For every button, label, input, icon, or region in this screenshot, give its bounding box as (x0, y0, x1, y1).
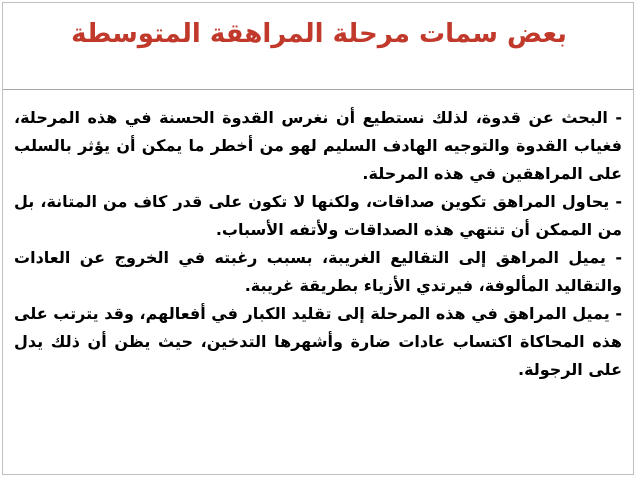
slide-body (14, 104, 622, 384)
paragraph-imitating-adults: - يميل المراهق في هذه المرحلة إلى تقليد الكبار في أفعالهم، وقد يترتب على هذه المحاكاة اكتساب عادات ضارة وأشهرها التدخين، حيث يظن أن ذلك يدل على الرجولة. (14, 304, 622, 379)
paragraph-friendships: - يحاول المراهق تكوين صداقات، ولكنها لا تكون على قدر كاف من المتانة، بل من الممكن أن تنتهي هذه الصداقات ولأتفه الأسباب. (14, 192, 622, 239)
slide-title: بعض سمات مرحلة المراهقة المتوسطة (71, 19, 567, 49)
paragraph-strange-trends: - يميل المراهق إلى التقاليع الغريبة، بسبب رغبته في الخروج عن العادات والتقاليد المألوفة، فيرتدي الأزياء بطريقة غريبة. (14, 248, 622, 295)
title-divider (3, 89, 633, 90)
paragraph-role-model: - البحث عن قدوة، لذلك نستطيع أن نغرس القدوة الحسنة في هذه المرحلة، فغياب القدوة والتوجيه الهادف السليم لهو من أخطر ما يمكن أن يؤثر بالسلب على المراهقين في هذه المرحلة. (14, 108, 622, 183)
